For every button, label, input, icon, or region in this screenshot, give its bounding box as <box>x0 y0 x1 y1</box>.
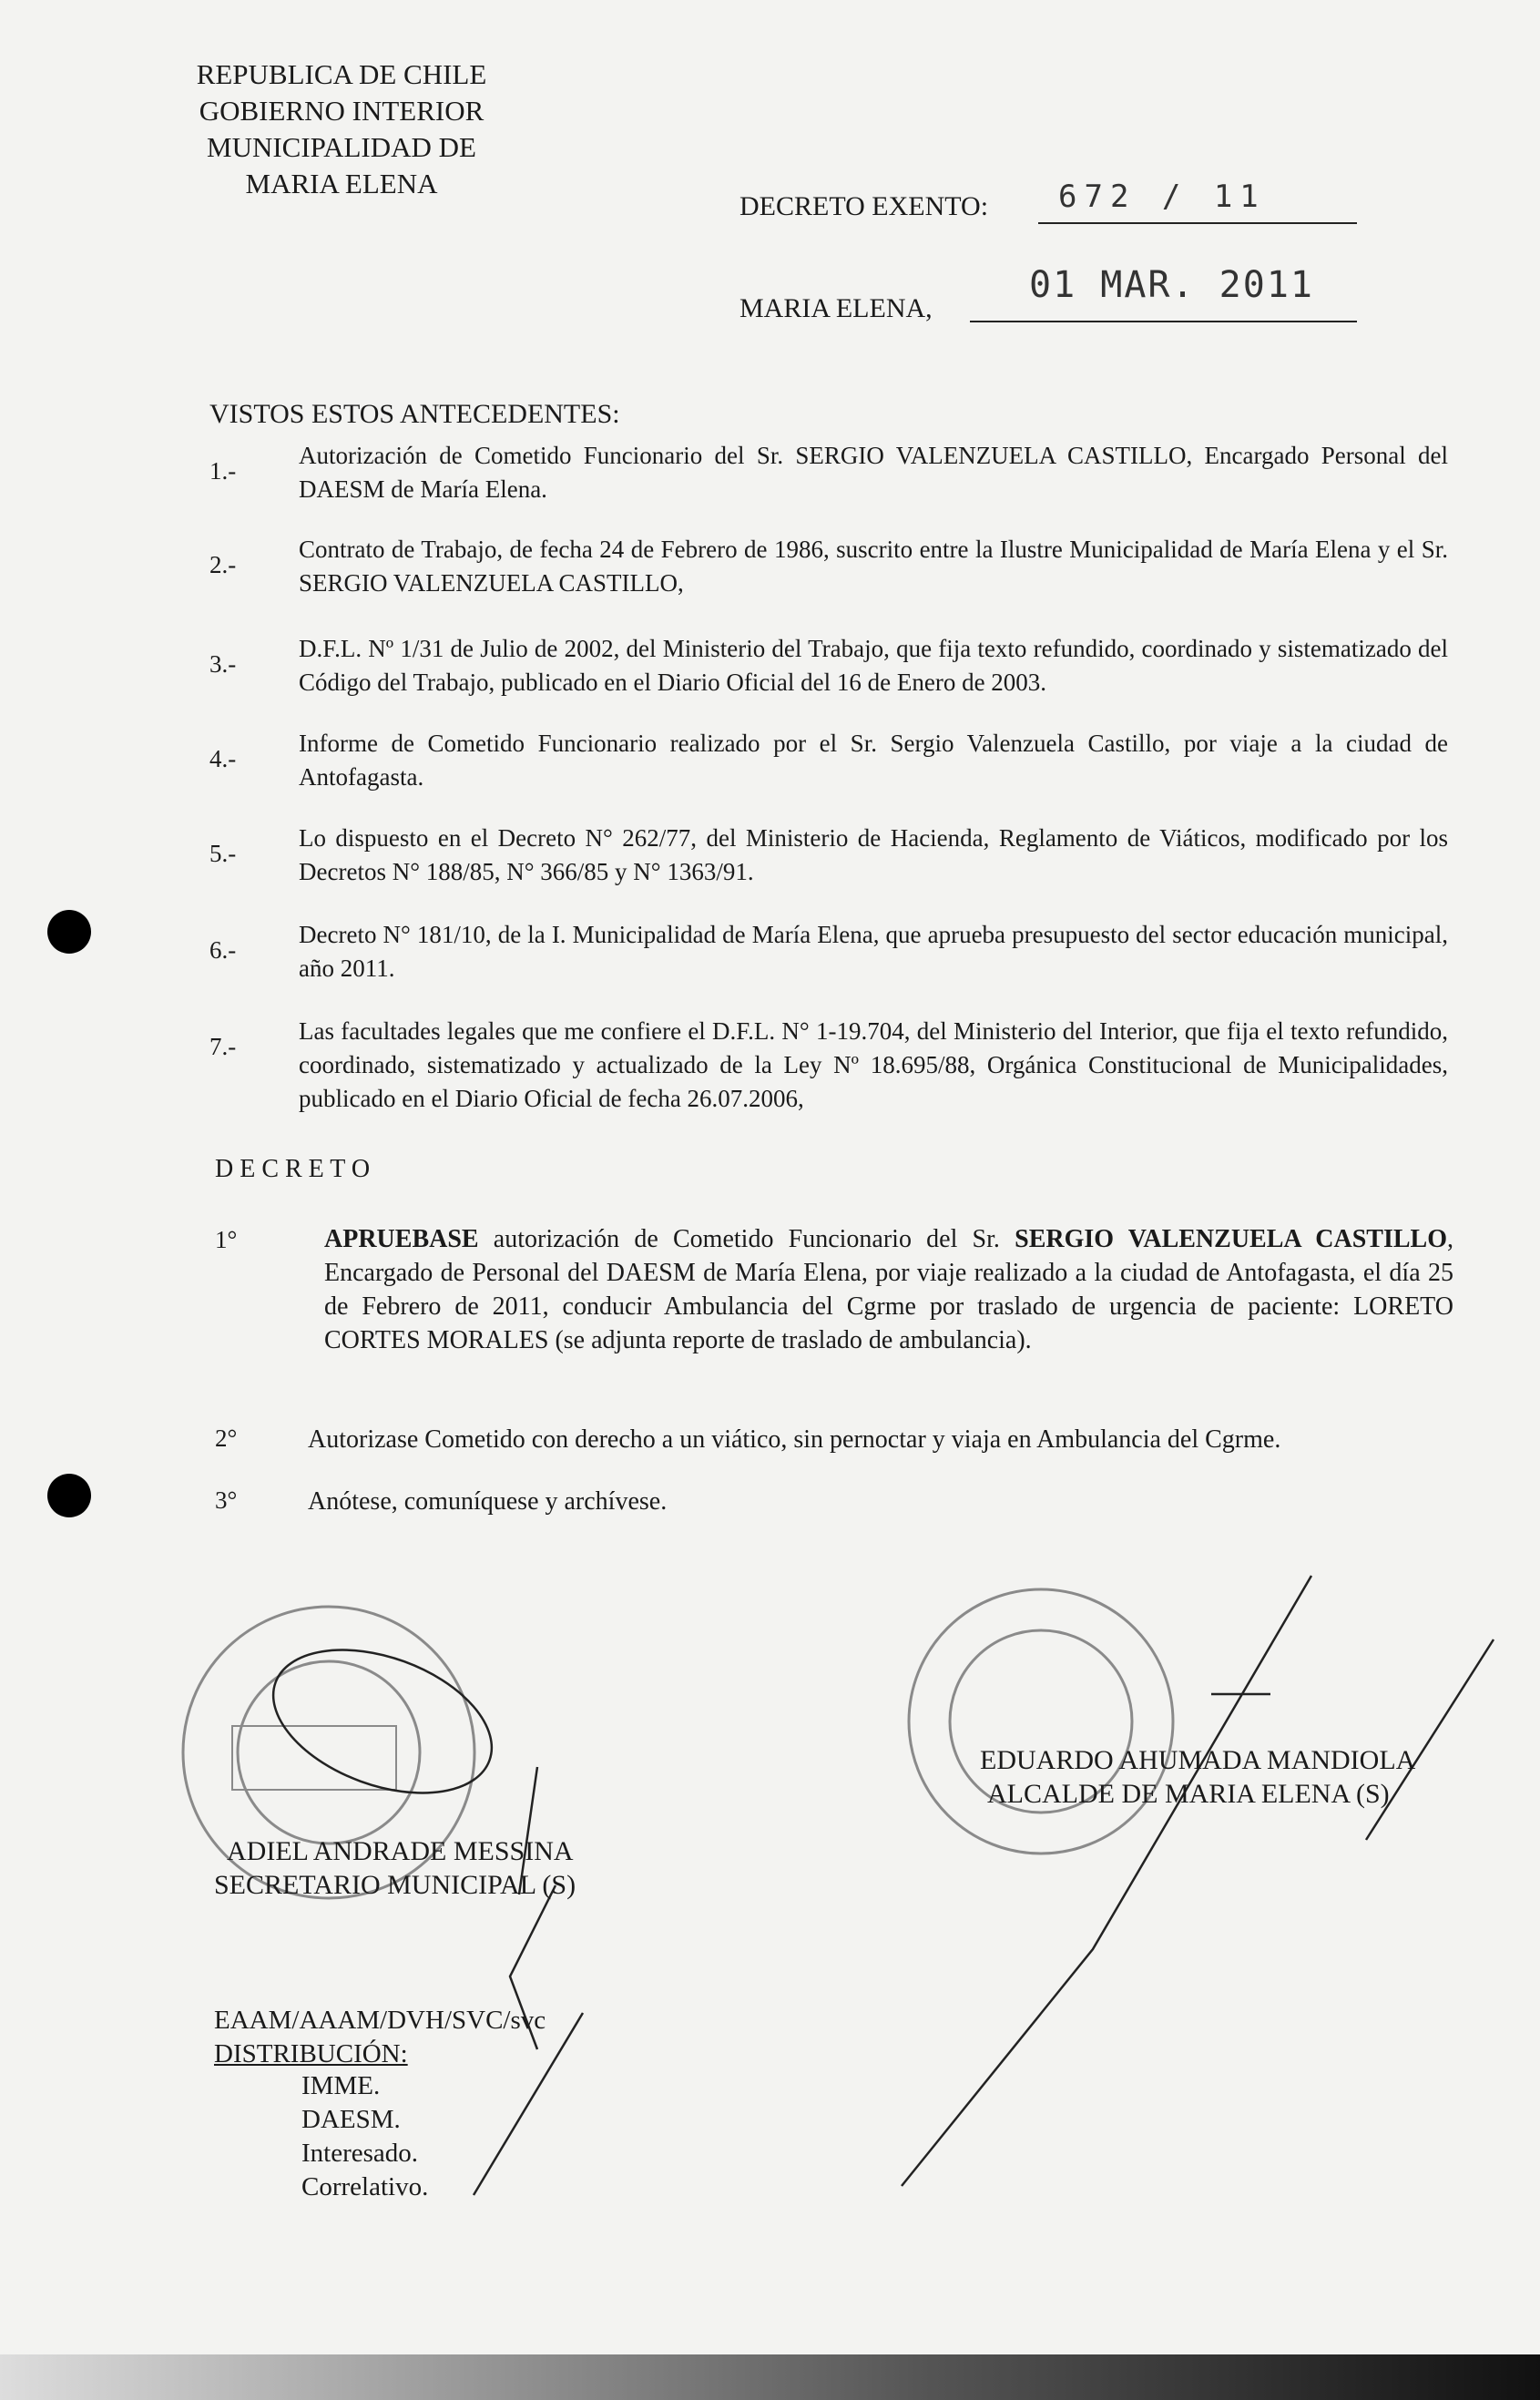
text: , Encargado de Personal del DAESM de María Elena, por viaje realizado a la ciudad de Antofagasta, el día 25 de Febrero de 2011, conducir Ambulancia del Cgrme por traslado de urgencia de paciente: LORETO CORTES MORALES (se adjunta reporte de traslado de ambulancia). <box>324 1225 1453 1354</box>
date-field <box>970 264 1357 322</box>
date-stamp: 01 MAR. 2011 <box>1029 264 1314 306</box>
distribution-item: Interesado. <box>301 2139 419 2168</box>
right-signer-title: ALCALDE DE MARIA ELENA (S) <box>987 1779 1390 1809</box>
decreto-label: DECRETO EXENTO: <box>739 191 989 221</box>
item-text: Anótese, comuníquese y archívese. <box>308 1487 668 1516</box>
bold-text: APRUEBASE <box>324 1225 479 1253</box>
initials: EAAM/AAAM/DVH/SVC/svc <box>214 2006 546 2035</box>
bold-text: SERGIO VALENZUELA CASTILLO <box>1015 1225 1447 1253</box>
binder-hole <box>47 910 91 954</box>
distribution-item: Correlativo. <box>301 2172 429 2201</box>
letterhead-line: MARIA ELENA <box>245 168 438 199</box>
binder-hole <box>47 1474 91 1517</box>
left-signer-title: SECRETARIO MUNICIPAL (S) <box>214 1870 576 1900</box>
item-number: 7.- <box>209 1033 237 1060</box>
item-number: 4.- <box>209 745 237 772</box>
item-text: Autorizase Cometido con derecho a un viático, sin pernoctar y viaja en Ambulancia del Cgrme. <box>308 1425 1281 1454</box>
scan-edge <box>0 2354 1540 2400</box>
letterhead <box>168 56 515 202</box>
distribution-item: DAESM. <box>301 2105 401 2134</box>
item-text: Decreto N° 181/10, de la I. Municipalidad de María Elena, que aprueba presupuesto del sector educación municipal, año 2011. <box>299 921 1448 982</box>
item-text: Informe de Cometido Funcionario realizado por el Sr. Sergio Valenzuela Castillo, por viaje a la ciudad de Antofagasta. <box>299 730 1448 791</box>
text: autorización de Cometido Funcionario del Sr. <box>478 1225 1015 1253</box>
letterhead-line: GOBIERNO INTERIOR <box>199 95 484 127</box>
decreto-number: 672 / 11 <box>1058 179 1266 215</box>
letterhead-line: REPUBLICA DE CHILE <box>196 58 487 90</box>
item-number: 1° <box>215 1226 238 1253</box>
item-text: D.F.L. Nº 1/31 de Julio de 2002, del Ministerio del Trabajo, que fija texto refundido, coordinado y sistematizado del Código del Trabajo, publicado en el Diario Oficial del 16 de Enero de 2003. <box>299 635 1448 696</box>
item-number: 3.- <box>209 650 237 678</box>
item-number: 2° <box>215 1425 238 1452</box>
left-signer-name: ADIEL ANDRADE MESSINA <box>227 1836 574 1866</box>
item-text: Las facultades legales que me confiere el D.F.L. N° 1-19.704, del Ministerio del Interior, que fija el texto refundido, coordinado, sistematizado y actualizado de la Ley Nº 18.695/88, Orgánica Constitucional de Municipalidades, publicado en el Diario Oficial de fecha 26.07.2006, <box>299 1017 1448 1112</box>
right-seal <box>909 1589 1173 1854</box>
decreto-title: D E C R E T O <box>215 1155 371 1183</box>
distribution-list <box>301 2069 428 2204</box>
vistos-title: VISTOS ESTOS ANTECEDENTES: <box>209 399 620 429</box>
item-text: Autorización de Cometido Funcionario del Sr. SERGIO VALENZUELA CASTILLO, Encargado Personal del DAESM de María Elena. <box>299 442 1448 503</box>
place-label: MARIA ELENA, <box>739 293 933 323</box>
distribution-label: DISTRIBUCIÓN: <box>214 2039 408 2068</box>
item-number: 2.- <box>209 551 237 578</box>
item-number: 6.- <box>209 936 237 964</box>
item-text <box>324 1222 1453 1357</box>
item-text: Contrato de Trabajo, de fecha 24 de Febrero de 1986, suscrito entre la Ilustre Municipalidad de María Elena y el Sr. SERGIO VALENZUELA CASTILLO, <box>299 536 1448 597</box>
item-number: 5.- <box>209 840 237 867</box>
right-signer-name: EDUARDO AHUMADA MANDIOLA <box>980 1745 1416 1775</box>
distribution-item: IMME. <box>301 2071 381 2100</box>
decreto-number-field <box>1038 179 1357 224</box>
item-text: Lo dispuesto en el Decreto N° 262/77, del Ministerio de Hacienda, Reglamento de Viáticos, modificado por los Decretos N° 188/85, N° 366/85 y N° 1363/91. <box>299 824 1448 885</box>
letterhead-line: MUNICIPALIDAD DE <box>207 131 476 163</box>
item-number: 1.- <box>209 457 237 485</box>
item-number: 3° <box>215 1486 238 1514</box>
